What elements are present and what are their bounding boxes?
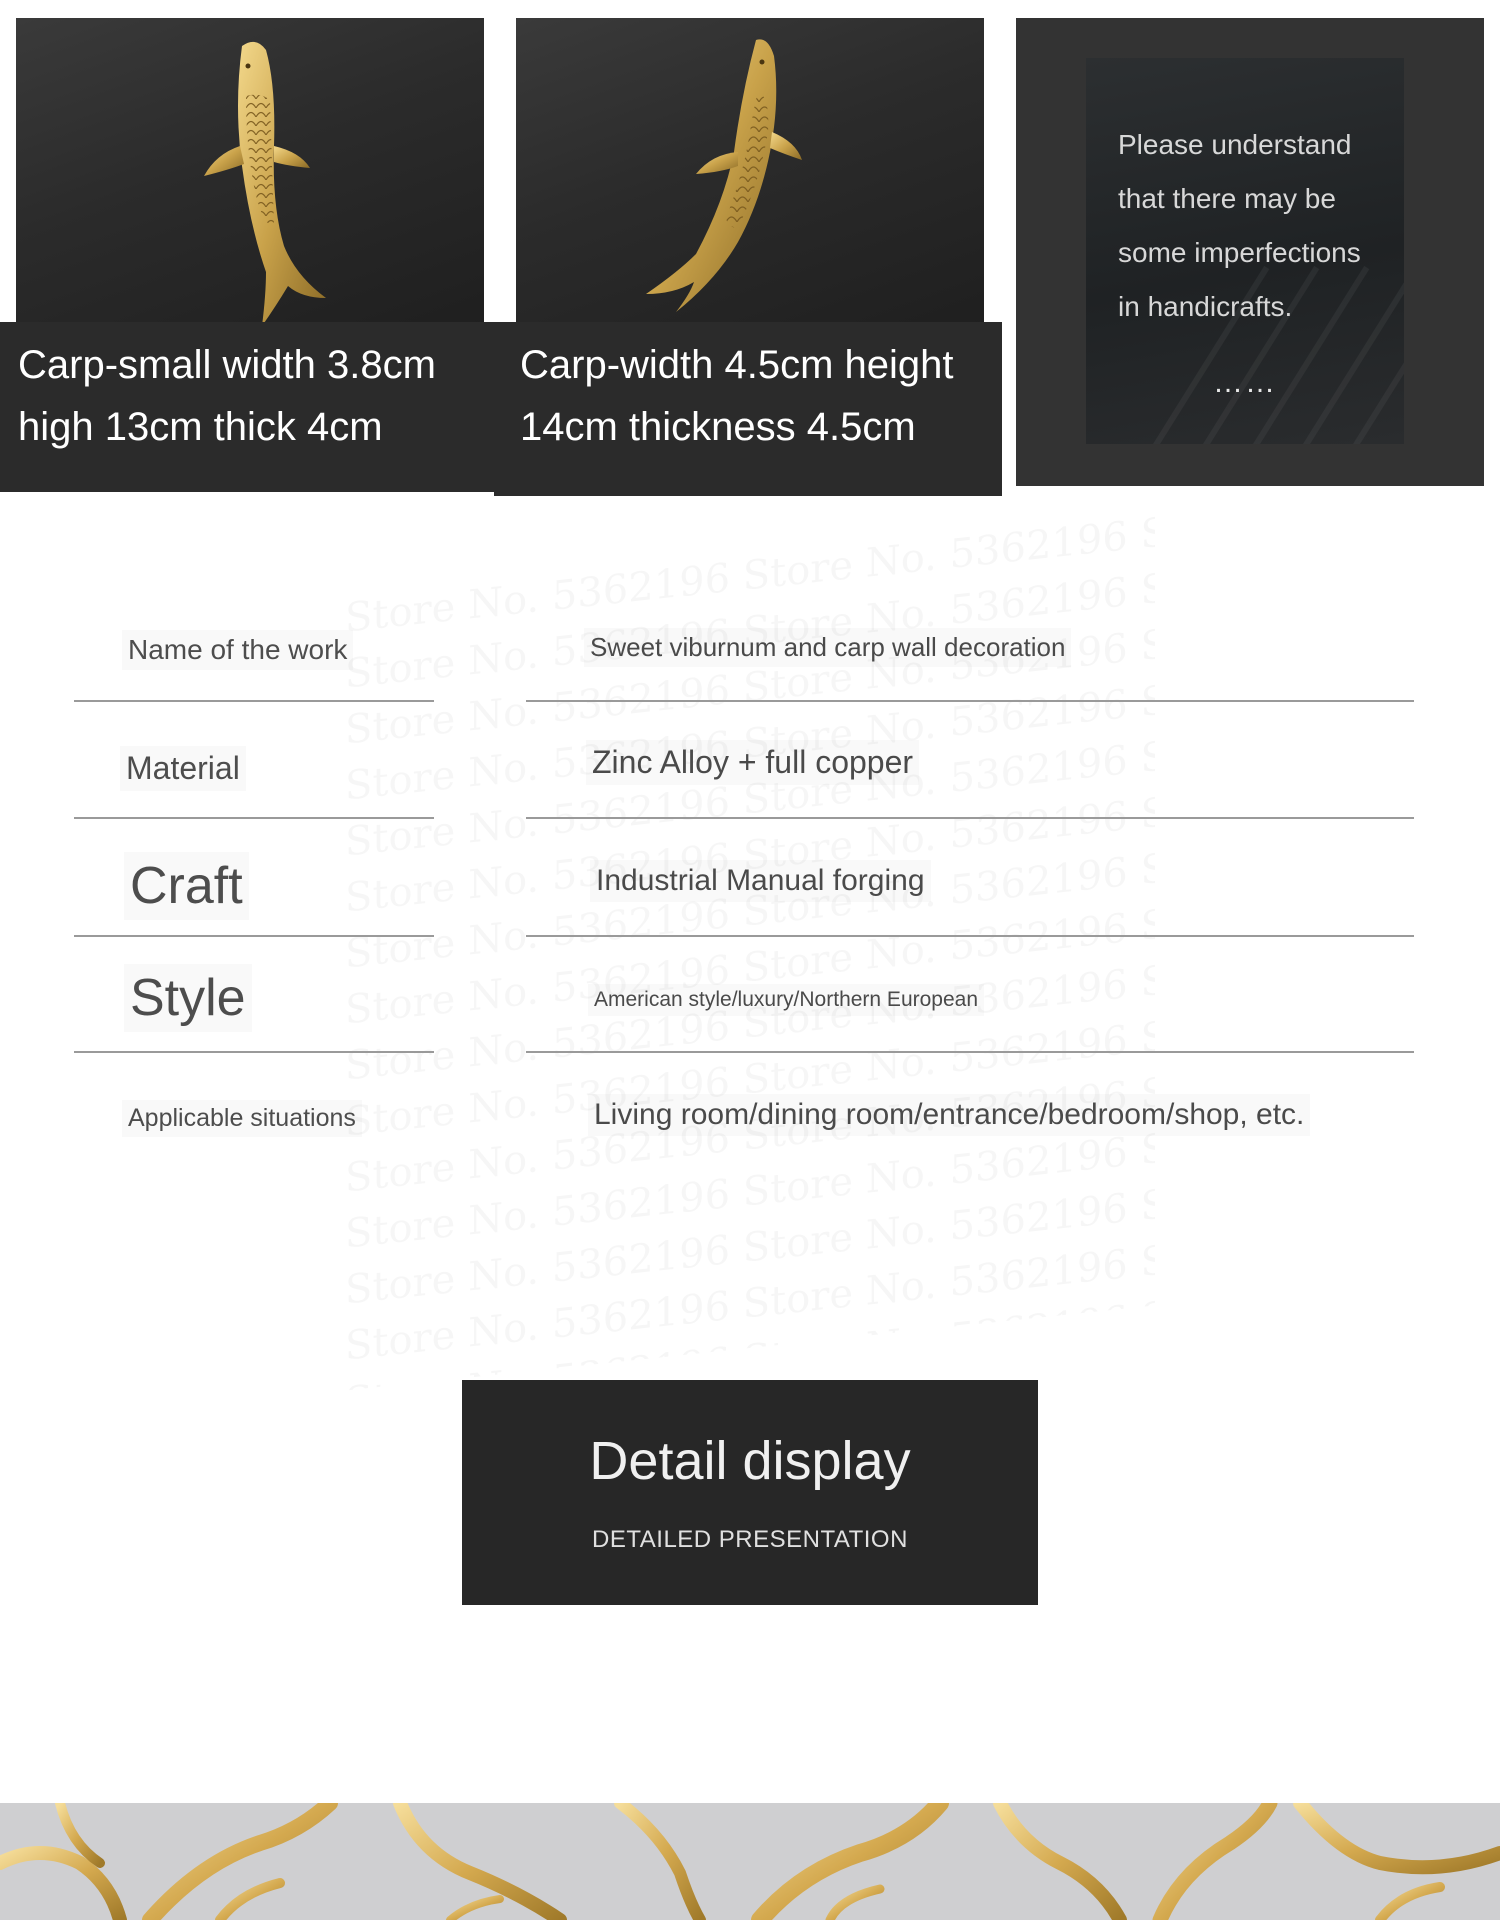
- gold-branch-icon: [0, 1803, 1500, 1920]
- detail-display-banner: [462, 1380, 1038, 1605]
- notice-line: in handicrafts.: [1118, 291, 1293, 322]
- product-card-small: [16, 18, 484, 328]
- spec-value-material: Zinc Alloy + full copper: [586, 740, 919, 785]
- notice-photo: [1086, 58, 1404, 444]
- notice-line: Please understand: [1118, 129, 1352, 160]
- spec-value-situations: Living room/dining room/entrance/bedroom/shop, etc.: [588, 1094, 1310, 1136]
- gold-carp-large-icon: [616, 32, 856, 328]
- caption-line: Carp-width 4.5cm height: [520, 343, 954, 387]
- spec-value-name: Sweet viburnum and carp wall decoration: [584, 628, 1071, 667]
- divider: [526, 817, 1414, 819]
- divider: [74, 1051, 434, 1053]
- product-caption-large: [494, 322, 1002, 496]
- spec-value-craft: Industrial Manual forging: [590, 860, 931, 902]
- detail-title: Detail display: [589, 1431, 911, 1491]
- spec-label-material: Material: [120, 746, 246, 791]
- product-caption-small: [0, 322, 520, 492]
- notice-line: that there may be: [1118, 183, 1336, 214]
- caption-line: 14cm thickness 4.5cm: [520, 405, 916, 449]
- divider: [526, 935, 1414, 937]
- spec-label-craft: Craft: [124, 852, 249, 920]
- gold-carp-small-icon: [176, 36, 356, 328]
- product-card-large: [516, 18, 984, 328]
- divider: [74, 700, 434, 702]
- caption-line: Carp-small width 3.8cm: [18, 343, 436, 387]
- divider: [526, 1051, 1414, 1053]
- spec-label-name: Name of the work: [122, 630, 353, 670]
- spec-label-style: Style: [124, 964, 252, 1032]
- divider: [526, 700, 1414, 702]
- spec-label-situations: Applicable situations: [122, 1100, 362, 1137]
- notice-line: some imperfections: [1118, 237, 1361, 268]
- detail-subtitle: DETAILED PRESENTATION: [592, 1526, 908, 1553]
- spec-value-style: American style/luxury/Northern European: [588, 984, 984, 1016]
- handicraft-notice-card: [1016, 18, 1484, 486]
- divider: [74, 935, 434, 937]
- gold-coral-photo: [0, 1803, 1500, 1920]
- notice-text: [1118, 118, 1398, 334]
- ellipsis-icon: ……: [1213, 366, 1277, 399]
- caption-line: high 13cm thick 4cm: [18, 405, 383, 449]
- divider: [74, 817, 434, 819]
